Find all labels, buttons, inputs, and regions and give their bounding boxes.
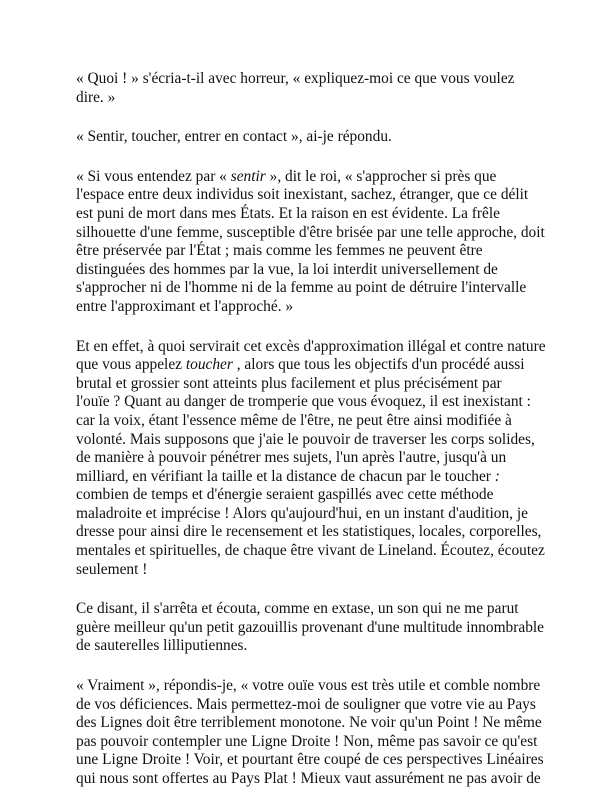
text-segment: dresse pour ainsi dire le recensement et les statistiques, locales, corporelles,: [76, 523, 542, 541]
text-segment: « Sentir, toucher, entrer en contact », ai-je répondu.: [76, 128, 392, 146]
text-segment: « Si vous entendez par «: [76, 167, 231, 185]
text-segment: de sauterelles lilliputiennes.: [76, 637, 248, 655]
text-segment: une Ligne Droite ! Voir, et pourtant être coupé de ces perspectives Linéaires: [76, 751, 544, 769]
text-segment: s'approcher ni de l'homme ni de la femme au point de détruire l'intervalle: [76, 279, 527, 297]
text-segment: car la voix, étant l'essence même de l'être, ne peut être ainsi modifiée à: [76, 411, 512, 429]
text-segment: pas pouvoir contempler une Ligne Droite ! Non, même pas savoir ce qu'est: [76, 732, 538, 750]
text-segment: « Vraiment », répondis-je, « votre ouïe vous est très utile et comble nombre: [76, 677, 541, 695]
text-segment: », dit le roi, « s'approcher si près que: [265, 167, 497, 185]
text-segment: Ce disant, il s'arrêta et écouta, comme en extase, un son qui ne me parut: [76, 600, 519, 618]
paragraph: [76, 128, 540, 147]
text-segment: l'espace entre deux individus soit inexistant, sachez, étranger, que ce délit: [76, 186, 529, 204]
text-segment: volonté. Mais supposons que j'aie le pouvoir de traverser les corps solides,: [76, 430, 535, 448]
text-segment: Et en effet, à quoi servirait cet excès d'approximation illégal et contre nature: [76, 337, 546, 355]
paragraph: [76, 70, 540, 107]
text-segment: entre l'approximant et l'approché. »: [76, 297, 294, 315]
italic-text: toucher: [185, 356, 233, 374]
paragraph: [76, 167, 545, 317]
text-segment: guère meilleur qu'un petit gazouillis provenant d'une multitude innombrable: [76, 618, 545, 636]
text-segment: qui nous sont offertes au Pays Plat ! Mieux vaut assurément ne pas avoir de: [76, 770, 541, 787]
text-segment: milliard, en vérifiant la taille et la distance de chacun par le toucher: [76, 467, 495, 485]
text-segment: silhouette d'une femme, susceptible d'être brisée par une telle approche, doit: [76, 223, 545, 241]
text-segment: l'ouïe ? Quant au danger de tromperie que vous évoquez, il est inexistant :: [76, 393, 531, 411]
paragraph: [76, 337, 546, 580]
text-segment: être préservée par l'État ; mais comme les femmes ne peuvent être: [76, 242, 483, 260]
text-segment: des Lignes doit être terriblement monotone. Ne voir qu'un Point ! Ne même: [76, 714, 542, 732]
text-segment: seulement !: [76, 560, 148, 578]
text-segment: que vous appelez: [76, 356, 186, 374]
text-segment: mentales et spirituelles, de chaque être vivant de Lineland. Écoutez, écoutez: [76, 542, 545, 560]
paragraph: [76, 677, 544, 789]
text-segment: brutal et grossier sont atteints plus facilement et plus précisément par: [76, 374, 502, 392]
text-segment: combien de temps et d'énergie seraient gaspillés avec cette méthode: [76, 486, 494, 504]
text-segment: dire. »: [76, 88, 116, 106]
text-segment: maladroite et imprécise ! Alors qu'aujourd'hui, en un instant d'audition, je: [76, 504, 528, 522]
italic-text: :: [494, 467, 500, 485]
italic-text: sentir: [230, 167, 266, 185]
body-text: [76, 70, 546, 789]
text-segment: « Quoi ! » s'écria-t-il avec horreur, « expliquez-moi ce que vous voulez: [76, 70, 515, 87]
text-segment: de manière à pouvoir pénétrer mes sujets, l'un après l'autre, jusqu'à un: [76, 449, 507, 467]
text-segment: , alors que tous les objectifs d'un procédé aussi: [232, 356, 525, 374]
paragraph: [76, 600, 545, 656]
text-segment: distinguées des hommes par la vue, la loi interdit universellement de: [76, 260, 498, 278]
text-segment: de vos déficiences. Mais permettez-moi de souligner que votre vie au Pays: [76, 695, 536, 713]
text-segment: est puni de mort dans mes États. Et la raison en est évidente. La frêle: [76, 204, 500, 222]
